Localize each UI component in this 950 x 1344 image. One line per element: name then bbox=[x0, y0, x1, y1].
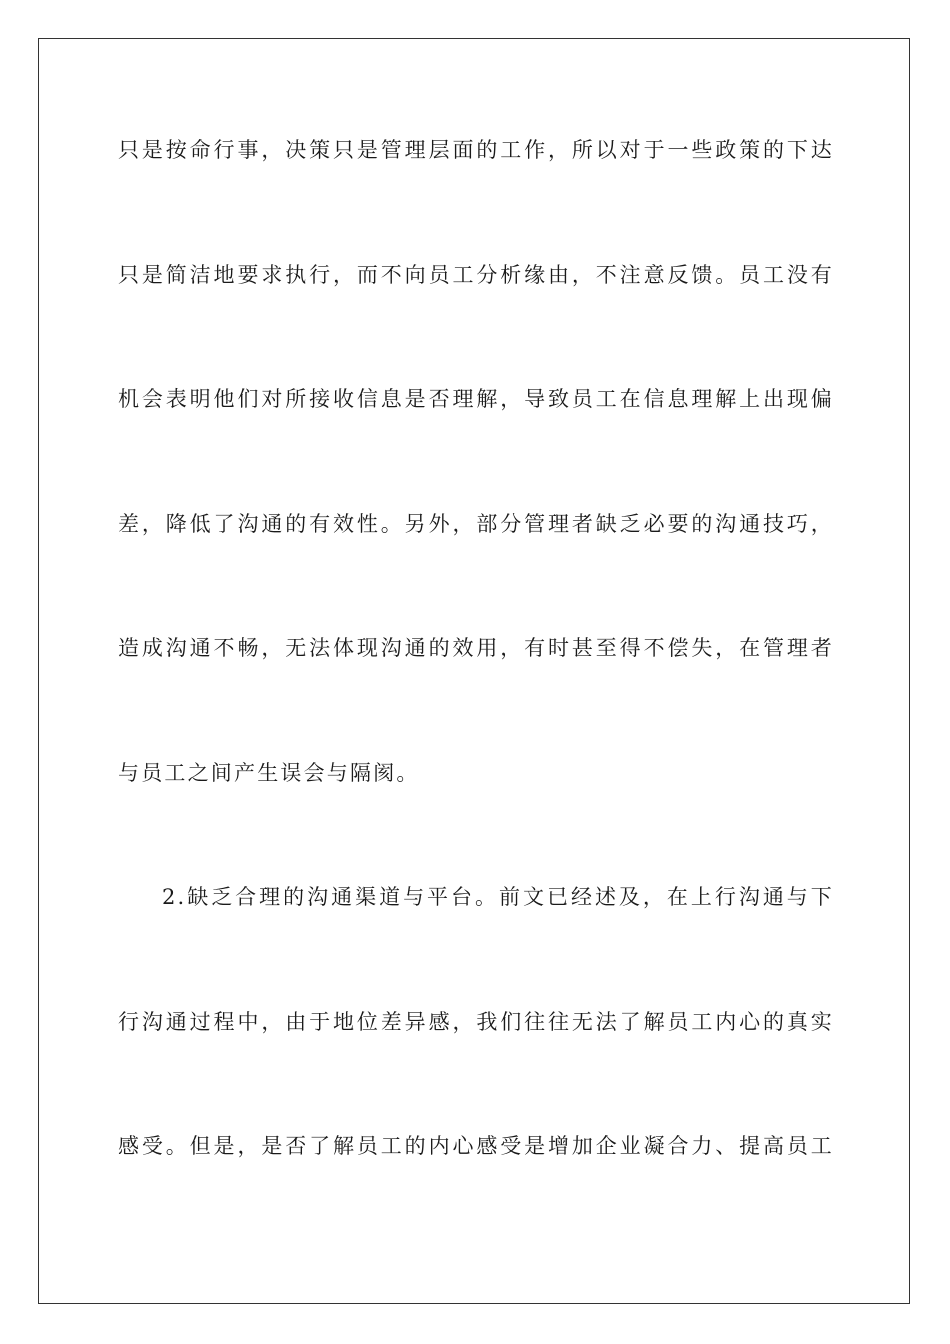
page-border bbox=[38, 38, 910, 1304]
paragraph-2-first-line: 2.缺乏合理的沟通渠道与平台。前文已经述及，在上行沟通与下 bbox=[162, 885, 834, 909]
text-line-9: 感受。但是，是否了解员工的内心感受是增加企业凝合力、提高员工 bbox=[118, 1134, 834, 1158]
text-line-4: 差，降低了沟通的有效性。另外，部分管理者缺乏必要的沟通技巧， bbox=[118, 512, 834, 536]
text-line-2: 只是简洁地要求执行，而不向员工分析缘由，不注意反馈。员工没有 bbox=[118, 263, 834, 287]
text-line-3: 机会表明他们对所接收信息是否理解，导致员工在信息理解上出现偏 bbox=[118, 387, 834, 411]
text-line-6: 与员工之间产生误会与隔阂。 bbox=[118, 761, 420, 785]
text-line-8: 行沟通过程中，由于地位差异感，我们往往无法了解员工内心的真实 bbox=[118, 1010, 834, 1034]
text-line-1: 只是按命行事，决策只是管理层面的工作，所以对于一些政策的下达 bbox=[118, 138, 834, 162]
text-line-5: 造成沟通不畅，无法体现沟通的效用，有时甚至得不偿失，在管理者 bbox=[118, 636, 834, 660]
